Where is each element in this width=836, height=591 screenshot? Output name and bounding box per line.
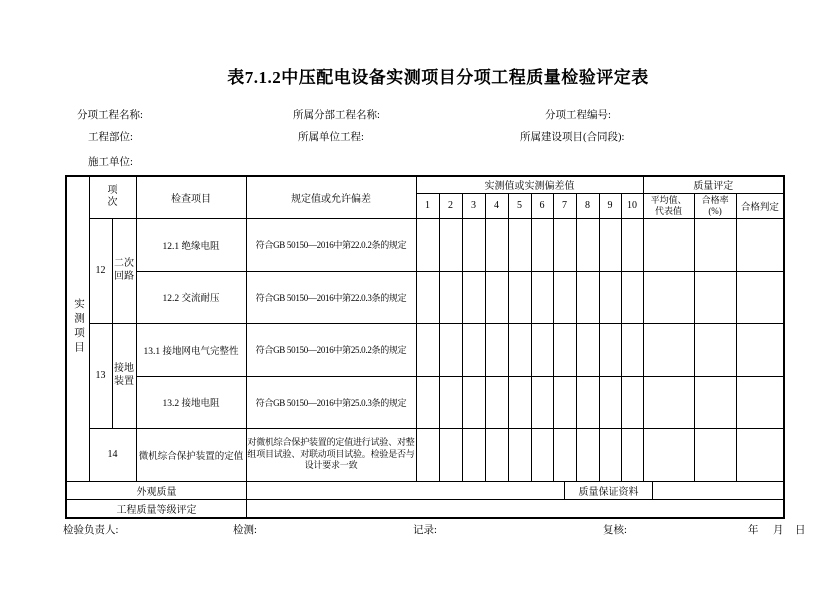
entry-cell — [439, 218, 462, 271]
entry-cell — [736, 218, 784, 271]
appearance-quality-row — [66, 481, 784, 499]
col-header-item-no: 项次 — [89, 176, 136, 218]
entry-cell — [576, 376, 599, 428]
entry-cell — [462, 218, 485, 271]
entry-cell — [485, 428, 508, 481]
entry-cell — [643, 376, 694, 428]
field-construction-project-label: 所属建设项目(合同段): — [520, 132, 625, 143]
entry-cell — [439, 271, 462, 323]
qa-docs-label: 质量保证资料 — [565, 482, 653, 499]
entry-cell — [553, 271, 576, 323]
entry-cell — [643, 428, 694, 481]
table-row — [66, 376, 784, 428]
entry-cell — [531, 323, 553, 376]
entry-cell — [462, 376, 485, 428]
col-header-10: 10 — [621, 193, 643, 218]
entry-cell — [643, 218, 694, 271]
entry-cell — [599, 376, 621, 428]
entry-cell — [599, 271, 621, 323]
entry-cell — [621, 428, 643, 481]
entry-cell — [416, 323, 439, 376]
entry-cell — [508, 218, 531, 271]
entry-cell — [694, 428, 736, 481]
entry-cell — [462, 323, 485, 376]
appearance-quality-entry — [247, 482, 565, 499]
group-no-12: 12 — [89, 218, 112, 323]
entry-cell — [553, 428, 576, 481]
field-subitem-no-label: 分项工程编号: — [545, 110, 611, 121]
col-header-avg: 平均值、代表值 — [643, 193, 694, 218]
quality-grade-row — [66, 499, 784, 518]
entry-cell — [576, 218, 599, 271]
check-item-label: 13.1 接地网电气完整性 — [136, 323, 246, 376]
entry-cell — [736, 376, 784, 428]
entry-cell — [694, 323, 736, 376]
col-header-1: 1 — [416, 193, 439, 218]
col-header-spec: 规定值或允许偏差 — [246, 176, 416, 218]
quality-grade-entry — [247, 500, 783, 517]
entry-cell — [621, 376, 643, 428]
form-title: 表7.1.2中压配电设备实测项目分项工程质量检验评定表 — [227, 68, 649, 87]
entry-cell — [736, 428, 784, 481]
spec-value: 符合GB 50150—2016中第22.0.2条的规定 — [246, 218, 416, 271]
entry-cell — [416, 428, 439, 481]
entry-cell — [736, 271, 784, 323]
entry-cell — [416, 376, 439, 428]
entry-cell — [462, 428, 485, 481]
field-unit-project-label: 所属单位工程: — [298, 132, 364, 143]
recorder-label: 记录: — [413, 525, 437, 536]
check-item-label: 微机综合保护装置的定值 — [136, 428, 246, 481]
entry-cell — [531, 218, 553, 271]
entry-cell — [462, 271, 485, 323]
col-header-pass-judge: 合格判定 — [736, 193, 784, 218]
date-year-label: 年 — [748, 525, 759, 536]
reviewer-label: 复核: — [603, 525, 627, 536]
table-row — [66, 271, 784, 323]
group-no-13: 13 — [89, 323, 112, 428]
entry-cell — [621, 271, 643, 323]
entry-cell — [576, 323, 599, 376]
col-header-6: 6 — [531, 193, 553, 218]
field-contractor-label: 施工单位: — [88, 157, 133, 168]
field-division-name-label: 所属分部工程名称: — [293, 110, 380, 121]
entry-cell — [508, 428, 531, 481]
group-name-12: 二次回路 — [112, 218, 136, 323]
entry-cell — [643, 323, 694, 376]
entry-cell — [553, 218, 576, 271]
date-day-label: 日 — [795, 525, 806, 536]
entry-cell — [553, 376, 576, 428]
field-work-location-label: 工程部位: — [88, 132, 133, 143]
appearance-quality-label: 外观质量 — [67, 482, 247, 499]
entry-cell — [439, 323, 462, 376]
entry-cell — [439, 428, 462, 481]
col-header-quality: 质量评定 — [643, 176, 784, 193]
check-item-label: 13.2 接地电阻 — [136, 376, 246, 428]
col-header-4: 4 — [485, 193, 508, 218]
col-header-check-item: 检查项目 — [136, 176, 246, 218]
quality-grade-label: 工程质量等级评定 — [67, 500, 247, 517]
col-header-8: 8 — [576, 193, 599, 218]
date-month-label: 月 — [773, 525, 784, 536]
tester-label: 检测: — [233, 525, 257, 536]
col-header-3: 3 — [462, 193, 485, 218]
col-header-measured-values: 实测值或实测偏差值 — [416, 176, 643, 193]
table-row — [66, 218, 784, 271]
entry-cell — [508, 271, 531, 323]
entry-cell — [621, 218, 643, 271]
entry-cell — [576, 271, 599, 323]
inspector-label: 检验负责人: — [63, 525, 119, 536]
col-header-2: 2 — [439, 193, 462, 218]
col-header-7: 7 — [553, 193, 576, 218]
entry-cell — [599, 218, 621, 271]
entry-cell — [576, 428, 599, 481]
spec-value: 符合GB 50150—2016中第25.0.2条的规定 — [246, 323, 416, 376]
entry-cell — [531, 376, 553, 428]
entry-cell — [531, 428, 553, 481]
entry-cell — [599, 428, 621, 481]
entry-cell — [643, 271, 694, 323]
entry-cell — [508, 323, 531, 376]
entry-cell — [439, 376, 462, 428]
spec-value: 对微机综合保护装置的定值进行试验、对整组项目试验、对联动项目试验。检验是否与设计要求一致 — [246, 428, 416, 481]
side-header-measured-items: 实测项目 — [66, 176, 89, 481]
entry-cell — [485, 218, 508, 271]
field-subitem-name-label: 分项工程名称: — [77, 110, 143, 121]
check-item-label: 12.1 绝缘电阻 — [136, 218, 246, 271]
table-row — [66, 323, 784, 376]
entry-cell — [694, 218, 736, 271]
entry-cell — [416, 218, 439, 271]
entry-cell — [736, 323, 784, 376]
entry-cell — [416, 271, 439, 323]
entry-cell — [621, 323, 643, 376]
spec-value: 符合GB 50150—2016中第25.0.3条的规定 — [246, 376, 416, 428]
qa-docs-entry — [653, 482, 783, 499]
group-name-13: 接地装置 — [112, 323, 136, 428]
entry-cell — [694, 271, 736, 323]
col-header-5: 5 — [508, 193, 531, 218]
col-header-9: 9 — [599, 193, 621, 218]
entry-cell — [485, 271, 508, 323]
entry-cell — [694, 376, 736, 428]
evaluation-table — [65, 175, 785, 519]
spec-value: 符合GB 50150—2016中第22.0.3条的规定 — [246, 271, 416, 323]
table-row — [66, 428, 784, 481]
check-item-label: 12.2 交流耐压 — [136, 271, 246, 323]
entry-cell — [485, 376, 508, 428]
entry-cell — [485, 323, 508, 376]
entry-cell — [553, 323, 576, 376]
entry-cell — [599, 323, 621, 376]
group-no-14: 14 — [89, 428, 136, 481]
col-header-pass-rate: 合格率(%) — [694, 193, 736, 218]
entry-cell — [508, 376, 531, 428]
entry-cell — [531, 271, 553, 323]
